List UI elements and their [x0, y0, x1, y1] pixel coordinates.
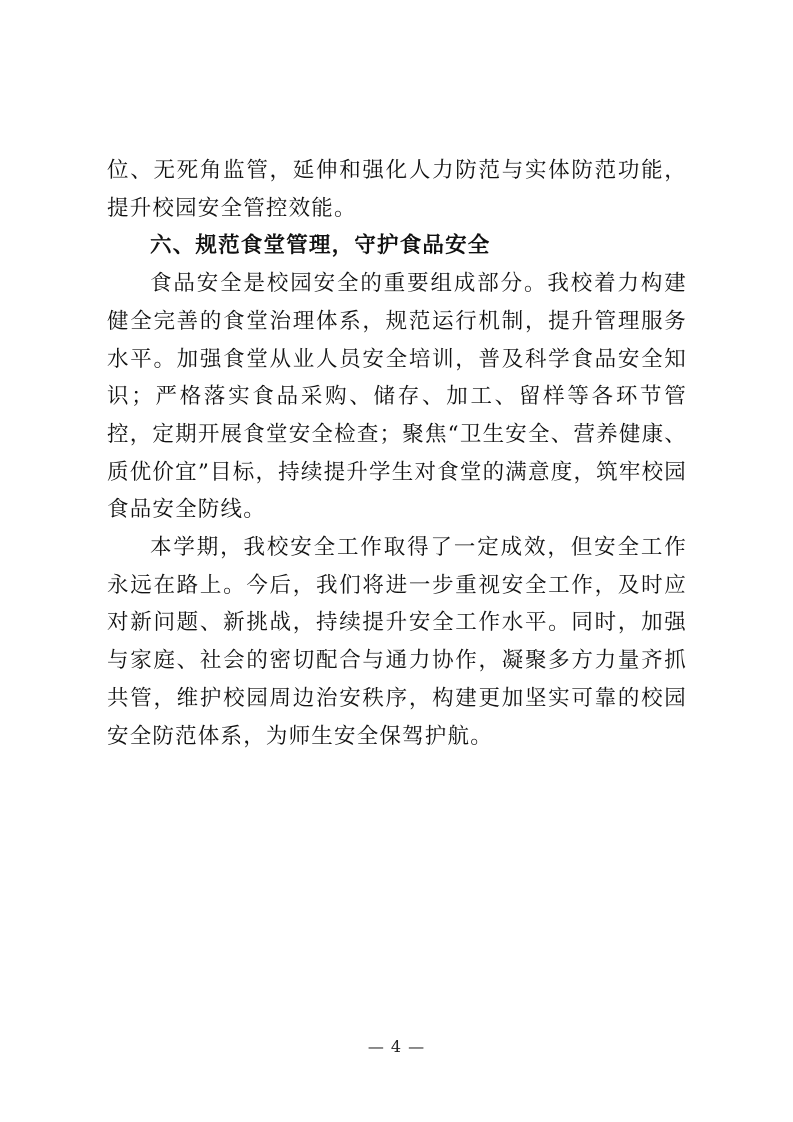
paragraph-food-safety: 食品安全是校园安全的重要组成部分。我校着力构建健全完善的食堂治理体系，规范运行机制，提升管理服务水平。加强食堂从业人员安全培训，普及科学食品安全知识；严格落实食品采购、储存、加工、留样等各环节管控，定期开展食堂安全检查；聚焦“卫生安全、营养健康、质优价宜”目标，持续提升学生对食堂的满意度，筑牢校园食品安全防线。: [107, 271, 687, 523]
section-heading-canteen-management: 六、规范食堂管理，守护食品安全: [150, 233, 491, 259]
paragraph-continuation: 位、无死角监管，延伸和强化人力防范与实体防范功能，提升校园安全管控效能。: [107, 158, 687, 221]
paragraph-conclusion: 本学期，我校安全工作取得了一定成效，但安全工作永远在路上。今后，我们将进一步重视安全工作，及时应对新问题、新挑战，持续提升安全工作水平。同时，加强与家庭、社会的密切配合与通力协作，凝聚多方力量齐抓共管，维护校园周边治安秩序，构建更加坚实可靠的校园安全防范体系，为师生安全保驾护航。: [107, 535, 687, 749]
page-number: — 4 —: [367, 1037, 426, 1056]
document-body: [107, 152, 687, 755]
